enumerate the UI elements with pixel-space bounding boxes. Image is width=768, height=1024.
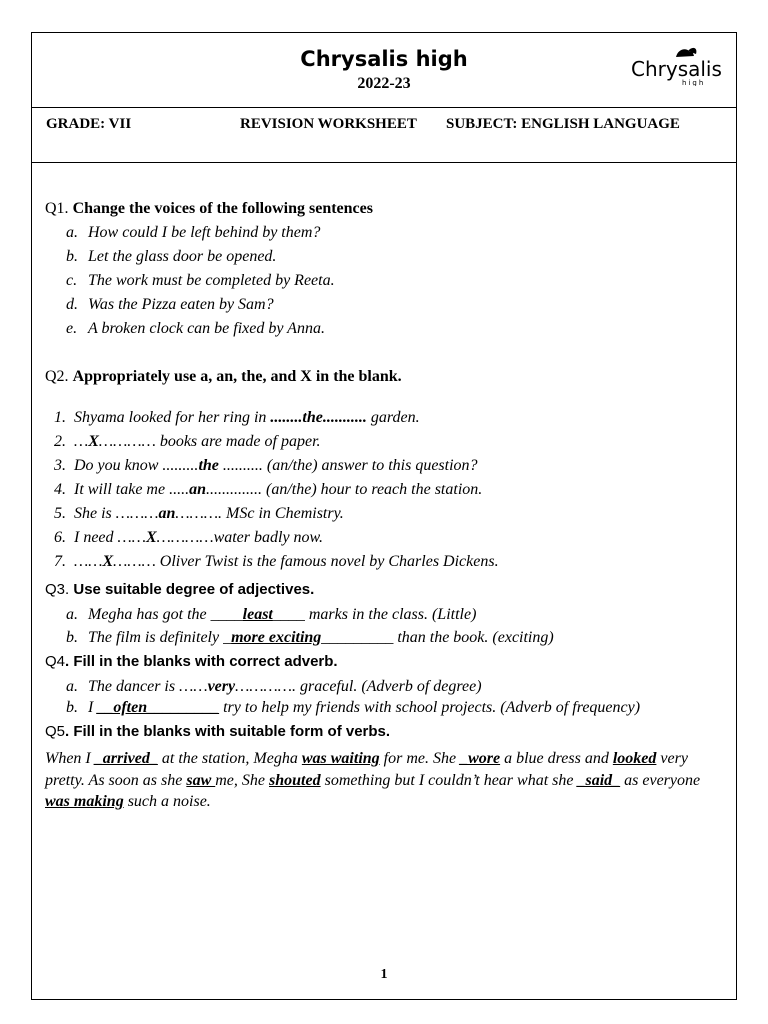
q5-heading (45, 723, 390, 740)
header-divider-bottom (31, 162, 737, 163)
q5-title: . Fill in the blanks with suitable form of verbs. (65, 723, 391, 740)
logo-text: Chrysalis (631, 57, 722, 81)
list-item: 4. It will take me .....an.............. (an/the) hour to reach the station. (54, 481, 483, 498)
q2-heading (45, 368, 402, 386)
q2-title: Appropriately use a, an, the, and X in the blank. (72, 368, 402, 385)
list-item: 2. …X………… books are made of paper. (54, 433, 321, 450)
list-item: a. Megha has got the ____least____ marks in the class. (Little) (66, 606, 477, 623)
page-number: 1 (380, 967, 388, 982)
q1-title: Change the voices of the following sentences (72, 200, 373, 217)
q4-number: Q4 (45, 653, 66, 670)
q3-number: Q3. (45, 581, 70, 598)
worksheet-label: REVISION WORKSHEET (240, 116, 417, 132)
q4-title: . Fill in the blanks with correct adverb. (65, 653, 338, 670)
list-item: 6. I need ……X…………water badly now. (54, 529, 324, 546)
q2-number: Q2. (45, 368, 69, 385)
list-item: d. Was the Pizza eaten by Sam? (66, 296, 274, 313)
list-item: 5. She is ………an………. MSc in Chemistry. (54, 505, 344, 522)
q1-heading (45, 200, 373, 218)
list-item: a. How could I be left behind by them? (66, 224, 321, 241)
subject-label: SUBJECT: ENGLISH LANGUAGE (446, 116, 680, 132)
list-item: 1. Shyama looked for her ring in ........the........... garden. (54, 409, 420, 426)
academic-year: 2022-23 (357, 75, 411, 92)
logo-subtext: high (682, 79, 706, 86)
list-item: b. I __often_________ try to help my friends with school projects. (Adverb of frequency) (66, 699, 641, 716)
list-item: 3. Do you know .........the .......... (an/the) answer to this question? (54, 457, 478, 474)
list-item: a. The dancer is ……very…………. graceful. (Adverb of degree) (66, 678, 482, 695)
school-title: Chrysalis high (300, 47, 468, 71)
q5-number: Q5 (45, 723, 66, 740)
grade-label: GRADE: VII (46, 116, 132, 132)
q1-number: Q1. (45, 200, 69, 217)
q4-heading (45, 653, 338, 670)
list-item: b. The film is definitely _more exciting_________ than the book. (exciting) (66, 629, 554, 646)
list-item: e. A broken clock can be fixed by Anna. (66, 320, 325, 337)
list-item: 7. ……X……… Oliver Twist is the famous novel by Charles Dickens. (54, 553, 499, 570)
list-item: b. Let the glass door be opened. (66, 248, 277, 265)
header-divider (31, 107, 737, 108)
school-logo (630, 44, 722, 86)
q5-paragraph: When I _arrived_ at the station, Megha was waiting for me. She _wore a blue dress and looked very pretty. As soon as she saw me, She shouted something but I couldn’t hear what she _said_ as everyone was making such a noise. (45, 750, 701, 810)
list-item: c. The work must be completed by Reeta. (66, 272, 335, 289)
q3-title: Use suitable degree of adjectives. (73, 581, 315, 598)
q3-heading (45, 581, 314, 598)
